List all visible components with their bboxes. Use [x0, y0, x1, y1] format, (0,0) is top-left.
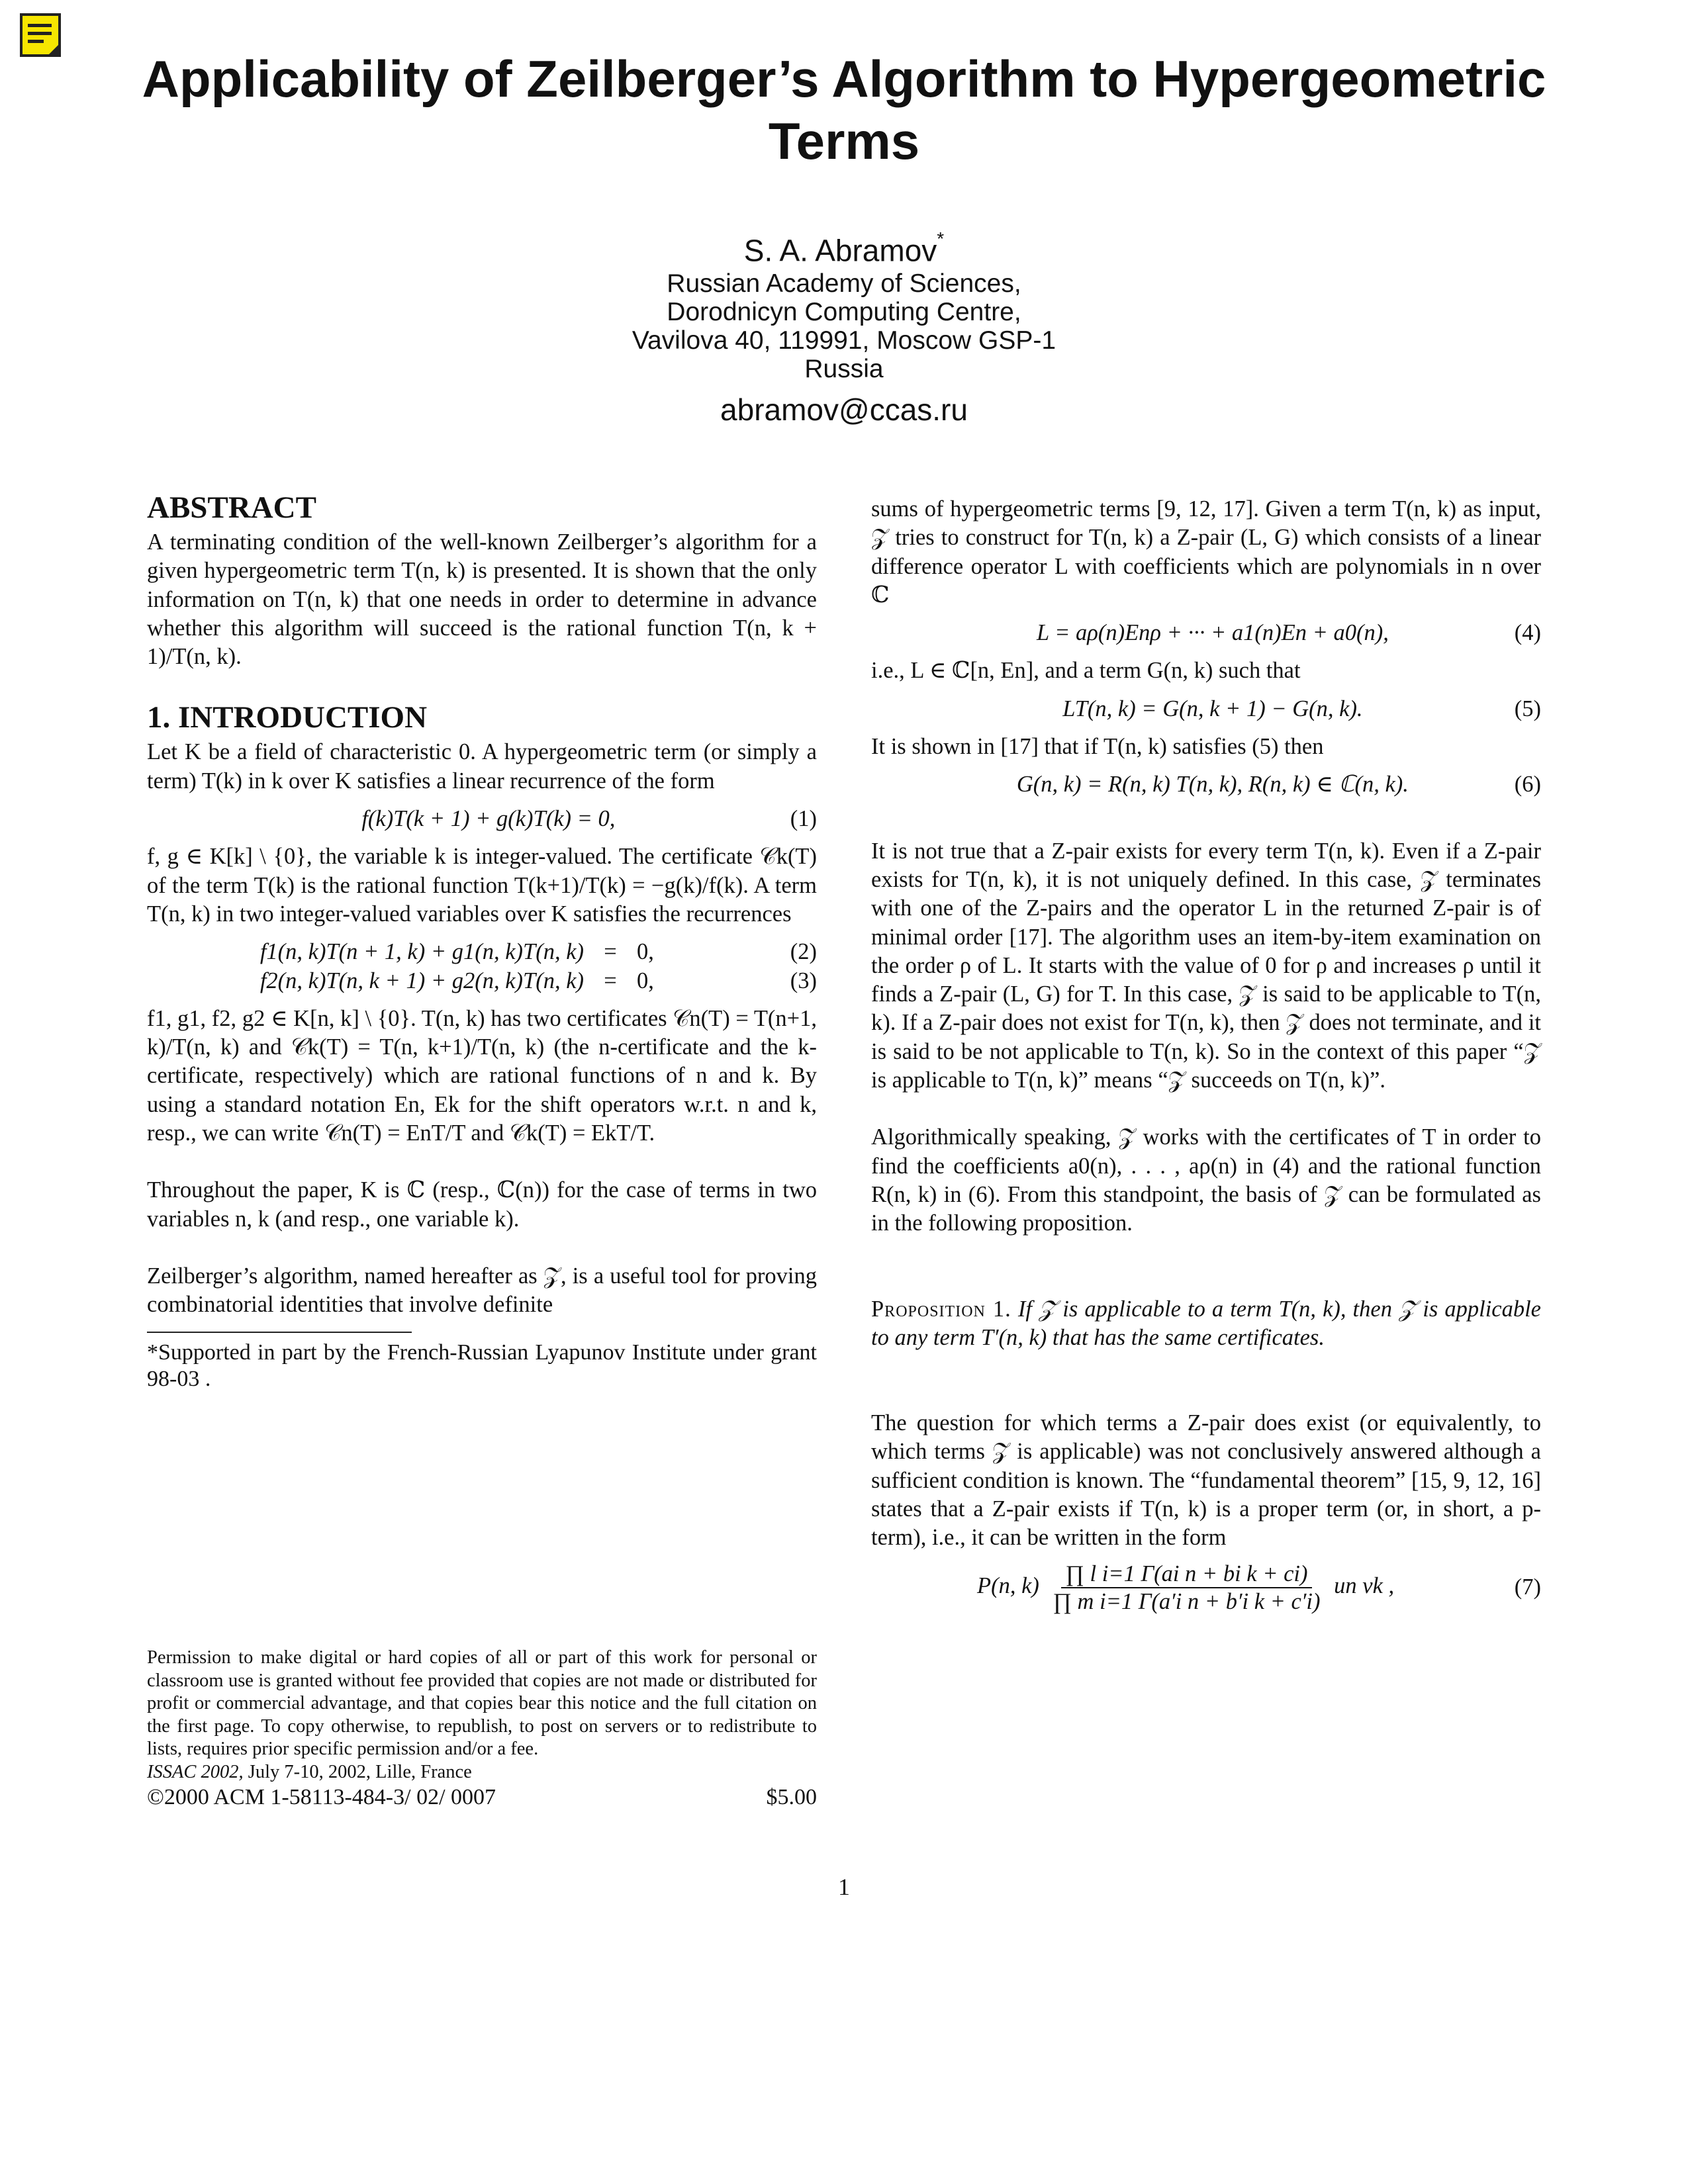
equation-number: (3) [790, 968, 817, 993]
equation-number: (6) [1514, 772, 1541, 797]
equation-equals: = [604, 939, 617, 965]
fraction-denominator: ∏ m i=1 Γ(a′i n + b′i k + c′i) [1053, 1588, 1321, 1614]
copyright-text: ©2000 ACM 1-58113-484-3/ 02/ 0007 [147, 1784, 496, 1809]
intro-paragraph: Let K be a field of characteristic 0. A hypergeometric term (or simply a term) T(k) in k over K satisfies a linear recurrence of the form [147, 739, 817, 794]
intro-paragraph: f1, g1, f2, g2 ∈ K[n, k] \ {0}. T(n, k) has two certificates 𝒞n(T) = T(n+1, k)/T(n, k) and 𝒞k(T) = T(n, k+1)/T(n, k) (the n-certificate and the k-certificate, respectively) which are rational functions of n and k. By using a standard notation En, Ek for the shift operators w.r.t. n and k, resp., we can write 𝒞n(T) = EnT/T and 𝒞k(T) = EkT/T. [147, 1005, 817, 1146]
left-column [147, 490, 817, 1392]
body-paragraph: It is not true that a Z-pair exists for every term T(n, k). Even if a Z-pair exists for T(n, k), it is not uniquely defined. In this case, 𝒵 terminates with one of the Z-pairs and the operator L in the returned Z-pair is of minimal order [17]. The algorithm uses an item-by-item examination on the order ρ of L. It starts with the value of 0 for ρ and increases ρ until it finds a Z-pair (L, G) for T. In this case, 𝒵 is said to be applicable to T(n, k). If a Z-pair does not exist for T(n, k), then 𝒵 does not terminate, and it is said to be not applicable to T(n, k). So in the context of this paper “𝒵 is applicable to T(n, k)” means “𝒵 succeeds on T(n, k)”. [871, 838, 1541, 1093]
author-name [0, 225, 1688, 269]
affiliation-line: Vavilova 40, 119991, Moscow GSP-1 [632, 326, 1056, 355]
author-footnote-mark: * [937, 228, 945, 249]
conference-name: ISSAC 2002, [147, 1761, 244, 1782]
intro-paragraph: f, g ∈ K[k] \ {0}, the variable k is integer-valued. The certificate 𝒞k(T) of the term T(k) is the rational function T(k+1)/T(k) = −g(k)/f(k). A term T(n, k) in two integer-valued variables over K satisfies the recurrences [147, 844, 817, 927]
equation-number: (4) [1514, 620, 1541, 646]
author-block [0, 225, 1688, 431]
permission-text: Permission to make digital or hard copies of all or part of this work for personal or classroom use is granted without fee provided that copies are not made or distributed for profit or commercial advantage, and that copies bear this notice and the full citation on the first page. To copy otherwise, to republish, to post on servers or to redistribute to lists, requires prior specific permission and/or a fee. [147, 1647, 817, 1760]
equations-2-3 [147, 938, 817, 995]
price: $5.00 [766, 1784, 817, 1809]
body-paragraph: Algorithmically speaking, 𝒵 works with the certificates of T in order to find the coefficients a0(n), . . . , aρ(n) in (4) and the rational function R(n, k) in (6). From this standpoint, the basis of 𝒵 can be formulated as in the following proposition. [871, 1124, 1541, 1236]
equation-lhs: f1(n, k)T(n + 1, k) + g1(n, k)T(n, k) [259, 939, 584, 965]
equation-1 [147, 805, 817, 833]
equation-prefix: P(n, k) [977, 1572, 1039, 1598]
intro-heading: 1. INTRODUCTION [147, 700, 428, 735]
equation-body: LT(n, k) = G(n, k + 1) − G(n, k). [1062, 696, 1363, 721]
equation-4 [871, 619, 1541, 647]
affiliation-line: Russian Academy of Sciences, [667, 269, 1021, 298]
equation-body: G(n, k) = R(n, k) T(n, k), R(n, k) ∈ ℂ(n, k). [1016, 772, 1409, 797]
equation-number: (1) [790, 806, 817, 832]
intro-paragraph: Zeilberger’s algorithm, named hereafter as 𝒵, is a useful tool for proving combinatorial identities that involve definite [147, 1263, 817, 1318]
equation-lhs: f2(n, k)T(n, k + 1) + g2(n, k)T(n, k) [259, 968, 584, 993]
copyright-line [147, 1784, 817, 1811]
equation-number: (2) [790, 939, 817, 965]
abstract-text: A terminating condition of the well-known Zeilberger’s algorithm for a given hypergeometric term T(n, k) is presented. It is shown that the only information on T(n, k) that one needs in order to determine in advance whether this algorithm will succeed is the rational function T(n, k + 1)/T(n, k). [147, 529, 817, 670]
body-paragraph: i.e., L ∈ ℂ[n, En], and a term G(n, k) such that [871, 658, 1301, 684]
page-number: 1 [838, 1874, 850, 1900]
right-column [871, 495, 1541, 1623]
affiliation-line: Dorodnicyn Computing Centre, [667, 298, 1021, 327]
equation-fraction [1049, 1561, 1325, 1615]
equation-number: (7) [1514, 1574, 1541, 1600]
equation-5 [871, 695, 1541, 723]
permission-notice [147, 1647, 817, 1811]
conference-line [147, 1761, 817, 1784]
equation-suffix: un vk , [1334, 1572, 1395, 1598]
equation-equals: = [604, 968, 617, 993]
body-paragraph: sums of hypergeometric terms [9, 12, 17]. Given a term T(n, k) as input, 𝒵 tries to construct for T(n, k) a Z-pair (L, G) which consists of a linear difference operator L with coefficients which are polynomials in n over ℂ [871, 496, 1541, 608]
author-name-text: S. A. Abramov [743, 233, 937, 268]
fraction-numerator: ∏ l i=1 Γ(ai n + bi k + ci) [1061, 1561, 1311, 1588]
proposition-text: If 𝒵 is applicable to a term T(n, k), then 𝒵 is applicable to any term T′(n, k) that has the same certificates. [871, 1296, 1541, 1350]
equation-7 [871, 1561, 1541, 1615]
author-email[interactable]: abramov@ccas.ru [720, 392, 968, 428]
equation-body: L = aρ(n)Enρ + ··· + a1(n)En + a0(n), [1036, 620, 1389, 646]
paper-title: Applicability of Zeilberger’s Algorithm to Hypergeometric Terms [142, 50, 1546, 170]
equation-rhs: 0, [637, 968, 654, 993]
intro-paragraph: Throughout the paper, K is ℂ (resp., ℂ(n)) for the case of terms in two variables n, k (and resp., one variable k). [147, 1177, 817, 1232]
footnote: *Supported in part by the French-Russian Lyapunov Institute under grant 98-03 . [147, 1340, 817, 1391]
body-paragraph: The question for which terms a Z-pair does exist (or equivalently, to which terms 𝒵 is applicable) was not conclusively answered although a sufficient condition is known. The “fundamental theorem” [15, 9, 12, 16] states that a Z-pair exists if T(n, k) is a proper term (or, in short, a p-term), i.e., it can be written in the form [871, 1410, 1541, 1551]
conference-details: July 7-10, 2002, Lille, France [243, 1761, 472, 1782]
equation-7-body [977, 1561, 1394, 1615]
footnote-rule [147, 1332, 412, 1333]
note-icon[interactable] [19, 12, 65, 58]
equation-6 [871, 770, 1541, 799]
abstract-heading: ABSTRACT [147, 490, 316, 525]
equation-number: (5) [1514, 696, 1541, 721]
equation-body: f(k)T(k + 1) + g(k)T(k) = 0, [361, 806, 616, 832]
body-paragraph: It is shown in [17] that if T(n, k) satisfies (5) then [871, 734, 1324, 760]
proposition-label: Proposition 1. [871, 1296, 1011, 1322]
affiliation-line: Russia [804, 355, 884, 384]
proposition-1 [871, 1295, 1541, 1353]
equation-rhs: 0, [637, 939, 654, 965]
